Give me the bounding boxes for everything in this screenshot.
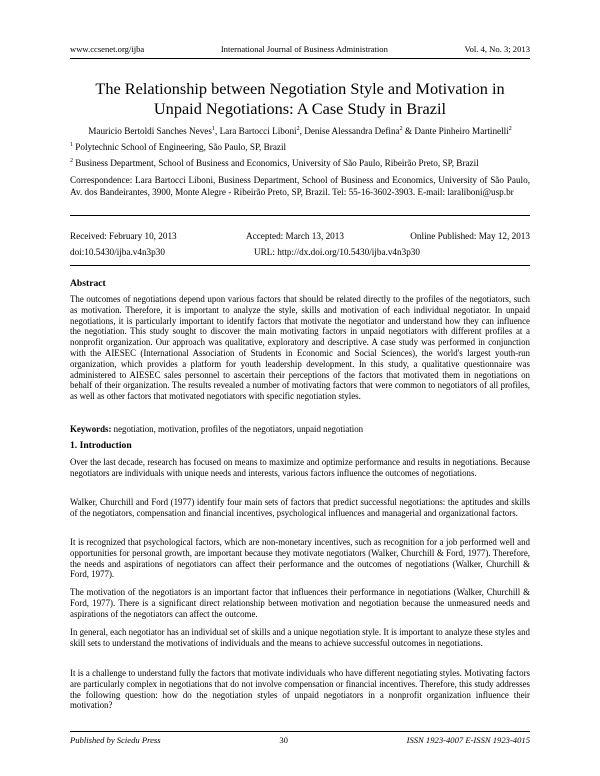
paper-title: The Relationship between Negotiation Style and Motivation in Unpaid Negotiations: A Case Study in Brazil xyxy=(95,79,505,118)
author-name: Dante Pinheiro Martinelli xyxy=(414,126,509,136)
doi[interactable]: doi:10.5430/ijba.v4n3p30 xyxy=(70,247,165,257)
divider xyxy=(70,265,530,266)
author-name: Mauricio Bertoldi Sanches Neves xyxy=(88,126,212,136)
affiliation-2: $^2$ Business Department, School of Business and Economics, University of São Paulo, Ribeirão Preto, SP, Brazil xyxy=(70,157,479,168)
author-name: Denise Alessandra Defina xyxy=(304,126,400,136)
journal-url[interactable]: www.ccsenet.org/ijba xyxy=(70,44,145,54)
divider xyxy=(70,215,530,216)
header-divider xyxy=(70,58,530,59)
journal-name: International Journal of Business Administration xyxy=(220,44,388,54)
footer-divider xyxy=(70,731,530,732)
running-header xyxy=(70,44,530,54)
issn: ISSN 1923-4007 E-ISSN 1923-4015 xyxy=(406,735,530,745)
abstract-heading: Abstract xyxy=(70,278,106,289)
publisher: Published by Sciedu Press xyxy=(70,735,161,745)
received-date: Received: February 10, 2013 xyxy=(70,231,177,241)
author-list: Mauricio Bertoldi Sanches Neves$^1$, Lara Bartocci Liboni$^2$, Denise Alessandra Defina$^2$ & Dante Pinheiro Martinelli$^2$ xyxy=(88,125,512,136)
paragraph: In general, each negotiator has an individual set of skills and a unique negotiation style. It is important to analyze these styles and skill sets to understand the motivations of individuals and the means to achieve successful outcomes in negotiations. xyxy=(70,627,530,648)
author-name: Lara Bartocci Liboni xyxy=(219,126,297,136)
accepted-date: Accepted: March 13, 2013 xyxy=(246,231,344,241)
paragraph: It is recognized that psychological factors, which are non-monetary incentives, such as recognition for a job performed well and opportunities for personal growth, are important because they motivate negotiators (Walker, Churchill & Ford, 1977). Therefore, the needs and aspirations of negotiators can affect their performance and the outcomes of negotiations (Walker, Churchill & Ford, 1977). xyxy=(70,537,530,580)
abstract-text: The outcomes of negotiations depend upon various factors that should be related directly to the profiles of the negotiators, such as motivation. Therefore, it is important to analyze the style, skills and motivation of each individual negotiator. In unpaid negotiations, it is particularly important to identify factors that motivate the negotiator and understand how they can influence the negotiation. This study sought to discover the main motivating factors in unpaid negotiators with different profiles at a nonprofit organization. Our approach was qualitative, exploratory and descriptive. A case study was performed in conjunction with the AIESEC (International Association of Students in Economic and Social Sciences), the world's largest youth-run organization, which provides a platform for youth leadership development. In this study, a qualitative questionnaire was administered to AIESEC sales personnel to ascertain their perceptions of the factors that motivated them in negotiations on behalf of their organization. The results revealed a number of motivating factors that were common to negotiators of all profiles, as well as other factors that motivated negotiators with specific negotiation styles. xyxy=(70,294,530,402)
correspondence: Correspondence: Lara Bartocci Liboni, Business Department, School of Business and Economics, University of São Paulo, Av. dos Bandeirantes, 3900, Monte Alegre - Ribeirão Preto, SP, Brazil. Tel: 55-16-3602-3903. E-mail: laraliboni@usp.br xyxy=(70,175,530,197)
paragraph: The motivation of the negotiators is an important factor that influences their performance in negotiations (Walker, Churchill & Ford, 1977). There is a significant direct relationship between motivation and negotiation because the unmeasured needs and aspirations of the negotiators can affect the outcome. xyxy=(70,587,530,619)
running-footer xyxy=(70,735,530,745)
section-heading: 1. Introduction xyxy=(70,440,132,451)
paragraph: Over the last decade, research has focused on means to maximize and optimize performance and results in negotiations. Because negotiators are individuals with unique needs and interests, various factors influence the outcomes of negotiations. xyxy=(70,457,530,478)
keywords-label: Keywords: xyxy=(70,424,112,434)
paragraph: It is a challenge to understand fully the factors that motivate individuals who have different negotiating styles. Motivating factors are particularly complex in negotiations that do not involve compensation or financial incentives. Therefore, this study addresses the following question: how do the negotiation styles of unpaid negotiators in a nonprofit organization influence their motivation? xyxy=(70,668,530,711)
page-number: 30 xyxy=(279,735,288,745)
keywords-text: negotiation, motivation, profiles of the negotiators, unpaid negotiation xyxy=(113,424,364,434)
volume-info: Vol. 4, No. 3; 2013 xyxy=(464,44,530,54)
paragraph: Walker, Churchill and Ford (1977) identify four main sets of factors that predict successful negotiations: the aptitudes and skills of the negotiators, compensation and financial incentives, psychological influences and managerial and organizational factors. xyxy=(70,497,530,518)
published-date: Online Published: May 12, 2013 xyxy=(410,231,530,241)
doi-url[interactable]: URL: http://dx.doi.org/10.5430/ijba.v4n3p30 xyxy=(254,247,420,257)
affiliation-1: $^1$ Polytechnic School of Engineering, São Paulo, SP, Brazil xyxy=(70,141,287,152)
keywords xyxy=(70,424,530,435)
